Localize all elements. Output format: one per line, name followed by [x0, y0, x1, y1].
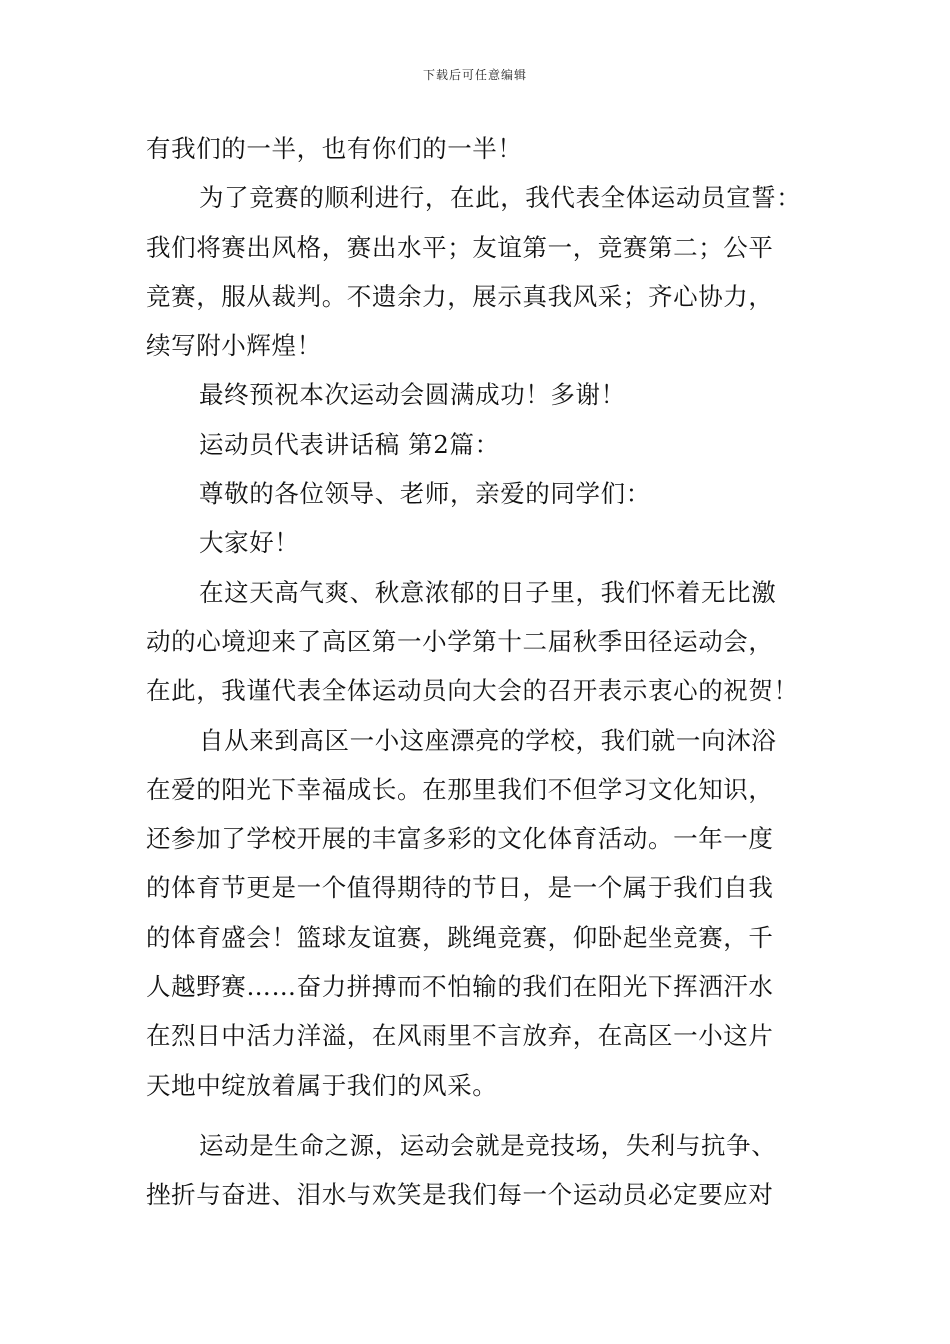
text-line: 自从来到高区一小这座漂亮的学校，我们就一向沐浴: [199, 725, 777, 755]
text-line: 运动员代表讲话稿 第2篇：: [199, 429, 500, 459]
text-line: 天地中绽放着属于我们的风采。: [146, 1070, 498, 1100]
text-line: 动的心境迎来了高区第一小学第十二届秋季田径运动会，: [146, 626, 774, 656]
text-line: 在爱的阳光下幸福成长。在那里我们不但学习文化知识，: [146, 774, 774, 804]
page-header: 下载后可任意编辑: [422, 68, 527, 82]
text-line: 挫折与奋进、泪水与欢笑是我们每一个运动员必定要应对: [146, 1180, 774, 1210]
text-line: 竞赛，服从裁判。不遗余力，展示真我风采；齐心协力，: [146, 281, 774, 311]
text-line: 在烈日中活力洋溢，在风雨里不言放弃，在高区一小这片: [146, 1021, 774, 1051]
text-line: 的体育节更是一个值得期待的节日，是一个属于我们自我: [146, 873, 774, 903]
text-line: 在这天高气爽、秋意浓郁的日子里，我们怀着无比激: [199, 577, 777, 607]
paragraph-gap: [146, 1110, 826, 1121]
text-line: 为了竞赛的顺利进行，在此，我代表全体运动员宣誓：: [199, 183, 802, 213]
document-body: [146, 124, 826, 1220]
text-line: 最终预祝本次运动会圆满成功！多谢！: [199, 380, 626, 410]
text-line: 尊敬的各位领导、老师，亲爱的同学们：: [199, 479, 651, 509]
text-line: 大家好！: [199, 528, 300, 558]
text-line: 的体育盛会！篮球友谊赛，跳绳竞赛，仰卧起坐竞赛，千: [146, 922, 774, 952]
text-line: 运动是生命之源，运动会就是竞技场，失利与抗争、: [199, 1130, 777, 1160]
text-line: 有我们的一半，也有你们的一半！: [146, 134, 523, 163]
text-line: 我们将赛出风格，赛出水平；友谊第一，竞赛第二；公平: [146, 232, 774, 262]
text-line: 在此，我谨代表全体运动员向大会的召开表示衷心的祝贺！: [146, 676, 799, 706]
text-line: 人越野赛……奋力拼搏而不怕输的我们在阳光下挥洒汗水: [146, 972, 774, 1002]
text-line: 续写附小辉煌！: [146, 331, 322, 361]
text-line: 还参加了学校开展的丰富多彩的文化体育活动。一年一度: [146, 824, 774, 854]
